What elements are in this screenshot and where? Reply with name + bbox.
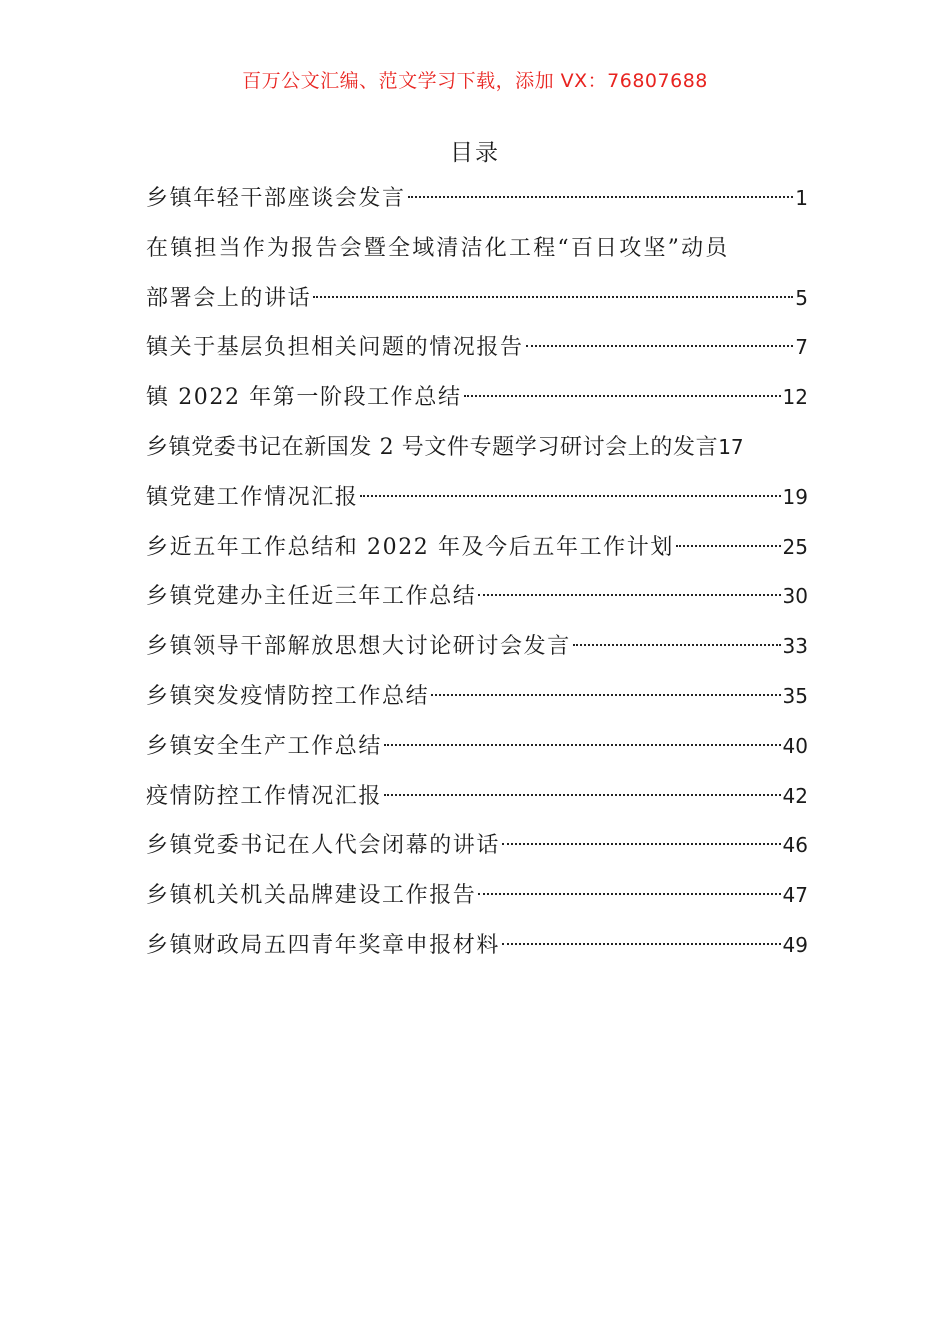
toc-leader-dots xyxy=(573,644,781,646)
toc-entry[interactable] xyxy=(146,323,808,373)
header-note: 百万公文汇编、范文学习下载，添加 VX：76807688 xyxy=(242,70,708,92)
toc-leader-dots xyxy=(478,893,780,895)
toc-entry-title: 乡镇党委书记在人代会闭幕的讲话 xyxy=(146,833,501,859)
toc-entry[interactable] xyxy=(146,672,808,722)
toc-entry-title: 在镇担当作为报告会暨全域清洁化工程“百日攻坚”动员 xyxy=(146,235,730,261)
toc-entry-title: 乡镇年轻干部座谈会发言 xyxy=(146,186,406,211)
toc-entry-page: 49 xyxy=(782,932,808,957)
toc-entry-page: 47 xyxy=(782,883,808,908)
toc-entry[interactable] xyxy=(146,473,808,523)
toc-entry-title: 乡镇安全生产工作总结 xyxy=(146,733,383,759)
toc-entry-title: 乡镇突发疫情防控工作总结 xyxy=(146,683,430,709)
toc-leader-dots xyxy=(431,694,780,696)
toc-leader-dots xyxy=(478,594,780,596)
toc-entry-page: 35 xyxy=(782,683,808,708)
toc-entry[interactable] xyxy=(146,921,808,971)
toc-leader-dots xyxy=(502,843,781,845)
toc-entry-title: 镇 2022 年第一阶段工作总结 xyxy=(146,385,462,411)
toc-entry[interactable] xyxy=(146,622,808,672)
toc-entry-page: 30 xyxy=(782,584,808,609)
toc-entry[interactable] xyxy=(146,274,808,324)
toc-entry-page: 42 xyxy=(782,783,808,808)
toc-entry-page: 25 xyxy=(782,534,808,559)
toc-entry-title: 乡镇领导干部解放思想大讨论研讨会发言 xyxy=(146,634,571,660)
toc-title: 目录 xyxy=(450,140,500,166)
toc-leader-dots xyxy=(526,345,794,347)
toc-entry-page: 7 xyxy=(795,335,808,360)
toc-leader-dots xyxy=(384,744,781,746)
toc-entry[interactable] xyxy=(146,772,808,822)
toc-entry-page: 12 xyxy=(782,385,808,410)
toc-entry[interactable] xyxy=(146,572,808,622)
toc-entry-title: 乡镇机关机关品牌建设工作报告 xyxy=(146,883,477,909)
toc-entry[interactable] xyxy=(146,373,808,423)
table-of-contents xyxy=(146,174,808,971)
toc-entry-title: 乡镇财政局五四青年奖章申报材料 xyxy=(146,932,501,958)
toc-entry[interactable] xyxy=(146,174,808,224)
toc-entry-page: 1 xyxy=(795,186,808,210)
toc-entry[interactable] xyxy=(146,423,808,473)
toc-leader-dots xyxy=(464,395,781,397)
toc-leader-dots xyxy=(360,495,780,497)
toc-entry-title: 镇关于基层负担相关问题的情况报告 xyxy=(146,335,524,361)
toc-entry-page: 46 xyxy=(782,833,808,858)
toc-entry-title: 乡镇党委书记在新国发 2 号文件专题学习研讨会上的发言 xyxy=(146,434,719,460)
toc-entry-page: 19 xyxy=(782,484,808,509)
toc-leader-dots xyxy=(313,296,793,298)
toc-entry[interactable] xyxy=(146,523,808,573)
toc-leader-dots xyxy=(408,196,794,198)
toc-leader-dots xyxy=(676,545,781,547)
toc-entry[interactable] xyxy=(146,821,808,871)
toc-entry-page: 17 xyxy=(718,434,744,459)
toc-entry-title: 部署会上的讲话 xyxy=(146,285,312,311)
toc-entry-title: 镇党建工作情况汇报 xyxy=(146,484,359,510)
toc-entry[interactable] xyxy=(146,871,808,921)
toc-entry-page: 40 xyxy=(782,733,808,758)
toc-entry-page: 5 xyxy=(795,285,808,310)
toc-entry-title: 乡近五年工作总结和 2022 年及今后五年工作计划 xyxy=(146,534,674,560)
toc-entry[interactable] xyxy=(146,224,808,274)
toc-leader-dots xyxy=(384,794,781,796)
toc-entry-page: 33 xyxy=(782,634,808,659)
toc-leader-dots xyxy=(502,943,781,945)
toc-entry-title: 乡镇党建办主任近三年工作总结 xyxy=(146,584,477,610)
toc-entry-title: 疫情防控工作情况汇报 xyxy=(146,783,383,809)
toc-entry[interactable] xyxy=(146,722,808,772)
